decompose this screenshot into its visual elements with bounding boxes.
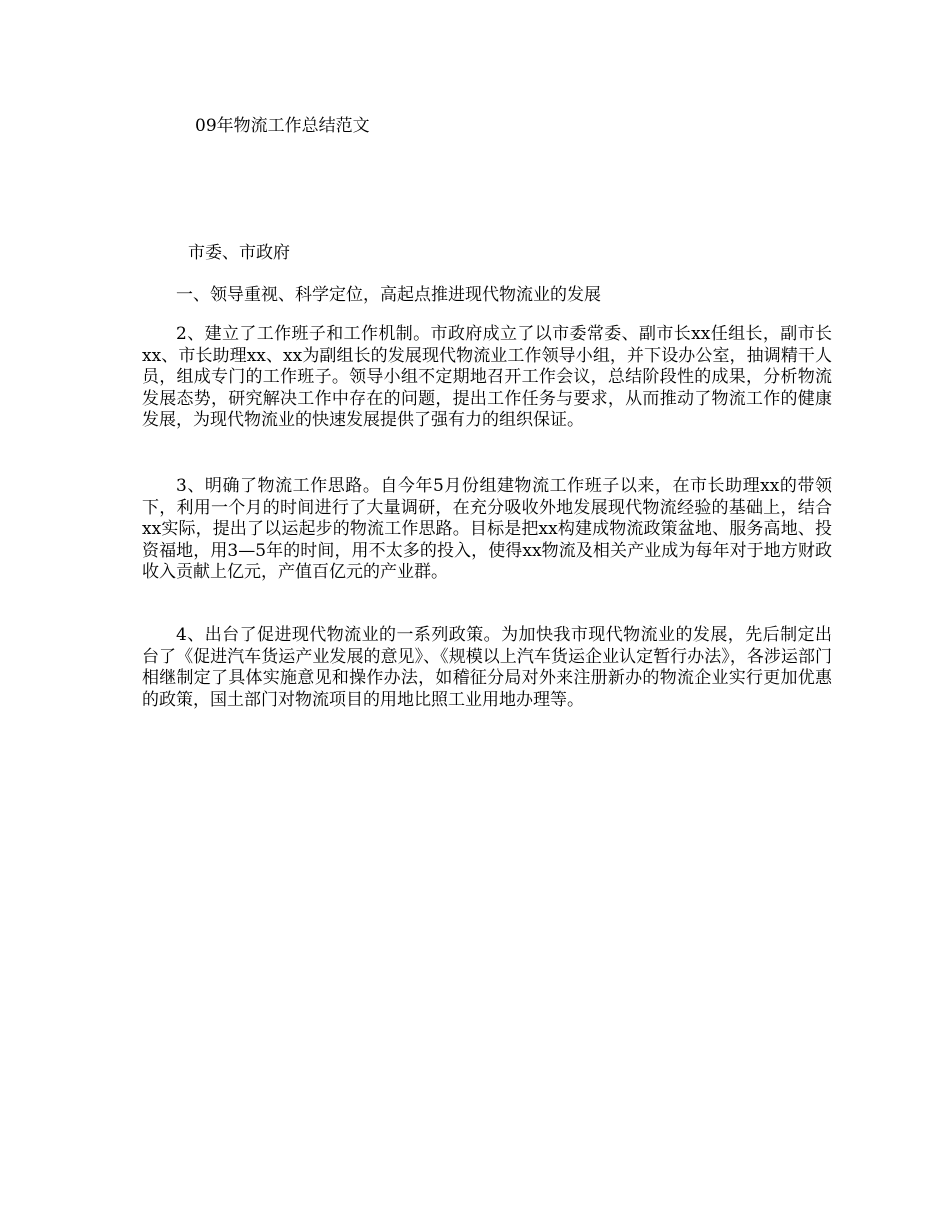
- document-title: 09年物流工作总结范文: [195, 116, 370, 136]
- paragraph-2: 2、建立了工作班子和工作机制。市政府成立了以市委常委、副市长xx任组长，副市长xx、市长助理xx、xx为副组长的发展现代物流业工作领导小组，并下设办公室，抽调精干人员，组成专门的工作班子。领导小组不定期地召开工作会议，总结阶段性的成果，分析物流发展态势，研究解决工作中存在的问题，提出工作任务与要求，从而推动了物流工作的健康发展，为现代物流业的快速发展提供了强有力的组织保证。: [142, 324, 832, 430]
- section-heading: 一、领导重视、科学定位，高起点推进现代物流业的发展: [176, 285, 601, 305]
- paragraph-4: 4、出台了促进现代物流业的一系列政策。为加快我市现代物流业的发展，先后制定出台了《促进汽车货运产业发展的意见》、《规模以上汽车货运企业认定暂行办法》，各涉运部门相继制定了具体实施意见和操作办法，如稽征分局对外来注册新办的物流企业实行更加优惠的政策，国土部门对物流项目的用地比照工业用地办理等。: [142, 625, 832, 710]
- paragraph-3: 3、明确了物流工作思路。自今年5月份组建物流工作班子以来，在市长助理xx的带领下，利用一个月的时间进行了大量调研，在充分吸收外地发展现代物流经验的基础上，结合xx实际，提出了以运起步的物流工作思路。目标是把xx构建成物流政策盆地、服务高地、投资福地，用3—5年的时间，用不太多的投入，使得xx物流及相关产业成为每年对于地方财政收入贡献上亿元，产值百亿元的产业群。: [142, 476, 832, 582]
- recipient-line: 市委、市政府: [188, 243, 290, 263]
